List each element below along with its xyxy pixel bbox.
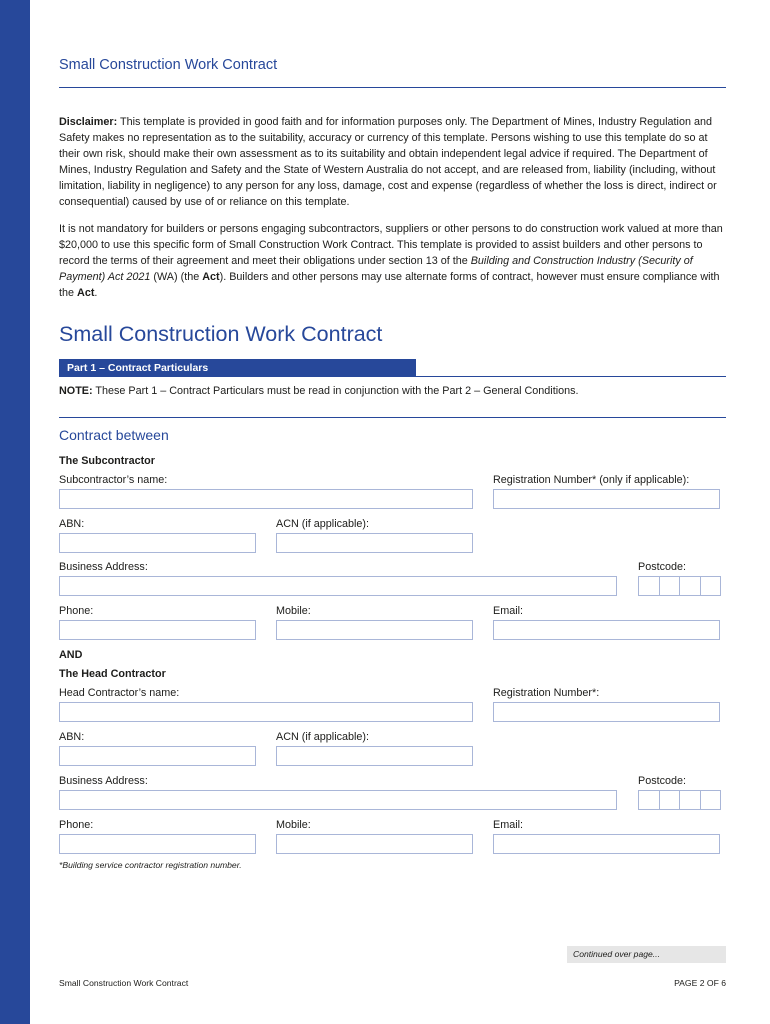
header-title: Small Construction Work Contract bbox=[59, 57, 278, 73]
subcontractor-registration-label: Registration Number* (only if applicable): bbox=[493, 474, 690, 486]
head-contractor-phone-label: Phone: bbox=[59, 819, 94, 831]
head-contractor-acn-field[interactable] bbox=[276, 746, 473, 766]
page-number: PAGE 2 OF 6 bbox=[674, 978, 726, 988]
part-divider bbox=[59, 376, 726, 377]
subcontractor-abn-label: ABN: bbox=[59, 518, 85, 530]
subcontractor-mobile-field[interactable] bbox=[276, 620, 473, 640]
subcontractor-acn-field[interactable] bbox=[276, 533, 473, 553]
disclaimer-paragraph bbox=[59, 115, 726, 210]
head-contractor-address-label: Business Address: bbox=[59, 775, 148, 787]
header-divider bbox=[59, 87, 726, 88]
subcontractor-name-field[interactable] bbox=[59, 489, 473, 509]
subcontractor-email-label: Email: bbox=[493, 605, 523, 617]
section-heading: Contract between bbox=[59, 427, 169, 443]
subcontractor-registration-field[interactable] bbox=[493, 489, 720, 509]
subcontractor-phone-label: Phone: bbox=[59, 605, 94, 617]
act-short-2: Act bbox=[77, 286, 95, 299]
head-contractor-abn-label: ABN: bbox=[59, 731, 85, 743]
subcontractor-name-label: Subcontractor’s name: bbox=[59, 474, 168, 486]
subcontractor-address-field[interactable] bbox=[59, 576, 617, 596]
footnote: *Building service contractor registration number. bbox=[59, 860, 242, 870]
subcontractor-acn-label: ACN (if applicable): bbox=[276, 518, 370, 530]
subcontractor-postcode-field[interactable] bbox=[638, 576, 721, 596]
head-contractor-abn-field[interactable] bbox=[59, 746, 256, 766]
note-text: These Part 1 – Contract Particulars must be read in conjunction with the Part 2 – General Conditions. bbox=[92, 385, 579, 397]
head-contractor-name-field[interactable] bbox=[59, 702, 473, 722]
disclaimer-label: Disclaimer: bbox=[59, 116, 118, 128]
intro-text-1: It is not mandatory for builders or persons engaging subcontractors, suppliers or other persons to do construction work valued at more than $20,000 to use this specific form of Small Construction Work Contract. This template is provided to assist builders and other persons to record the terms of their agreement and meet their obligations under section 13 of the bbox=[59, 223, 723, 267]
intro-text-2: (WA) (the bbox=[150, 270, 203, 283]
head-contractor-phone-field[interactable] bbox=[59, 834, 256, 854]
continued-label: Continued over page... bbox=[567, 946, 726, 963]
part-heading-bar: Part 1 – Contract Particulars bbox=[59, 359, 416, 377]
intro-paragraph bbox=[59, 222, 726, 302]
head-contractor-postcode-label: Postcode: bbox=[638, 775, 687, 787]
subcontractor-address-label: Business Address: bbox=[59, 561, 148, 573]
note-line bbox=[59, 385, 579, 397]
head-contractor-name-label: Head Contractor’s name: bbox=[59, 687, 180, 699]
page-title: Small Construction Work Contract bbox=[59, 322, 383, 346]
head-contractor-postcode-field[interactable] bbox=[638, 790, 721, 810]
head-contractor-address-field[interactable] bbox=[59, 790, 617, 810]
subcontractor-email-field[interactable] bbox=[493, 620, 720, 640]
head-contractor-mobile-field[interactable] bbox=[276, 834, 473, 854]
and-label: AND bbox=[59, 649, 83, 661]
head-contractor-registration-field[interactable] bbox=[493, 702, 720, 722]
head-contractor-email-field[interactable] bbox=[493, 834, 720, 854]
head-contractor-acn-label: ACN (if applicable): bbox=[276, 731, 370, 743]
intro-text-4: . bbox=[94, 286, 98, 299]
disclaimer-text: This template is provided in good faith and for information purposes only. The Department of Mines, Industry Regulation and Safety makes no representation as to the suitability, accuracy or currency of this template. Persons wishing to use this template do so at their own risk, should make their own assessment as to its suitability and obtain independent legal advice if required. The Department of Mines, Industry Regulation and Safety and the State of Western Australia do not accept, and are released from, liability (including, without limitation, liability in negligence) to any person for any loss, damage, cost and expense (regardless of whether the loss is direct, indirect or consequential) caused by use of or reliance on this template. bbox=[59, 116, 717, 208]
subcontractor-abn-field[interactable] bbox=[59, 533, 256, 553]
side-accent-bar bbox=[0, 0, 30, 1024]
head-contractor-registration-label: Registration Number*: bbox=[493, 687, 600, 699]
intro-text-3: ). Builders and other persons may use alternate forms of contract, however must ensure compliance with the bbox=[59, 270, 720, 299]
subcontractor-heading: The Subcontractor bbox=[59, 455, 155, 467]
act-short: Act bbox=[202, 270, 220, 283]
footer-title: Small Construction Work Contract bbox=[59, 978, 189, 988]
subcontractor-postcode-label: Postcode: bbox=[638, 561, 687, 573]
note-label: NOTE: bbox=[59, 385, 93, 397]
section-divider bbox=[59, 417, 726, 418]
head-contractor-mobile-label: Mobile: bbox=[276, 819, 311, 831]
subcontractor-mobile-label: Mobile: bbox=[276, 605, 311, 617]
head-contractor-heading: The Head Contractor bbox=[59, 668, 166, 680]
subcontractor-phone-field[interactable] bbox=[59, 620, 256, 640]
act-title: Building and Construction Industry (Security of Payment) Act 2021 bbox=[59, 254, 693, 283]
head-contractor-email-label: Email: bbox=[493, 819, 523, 831]
